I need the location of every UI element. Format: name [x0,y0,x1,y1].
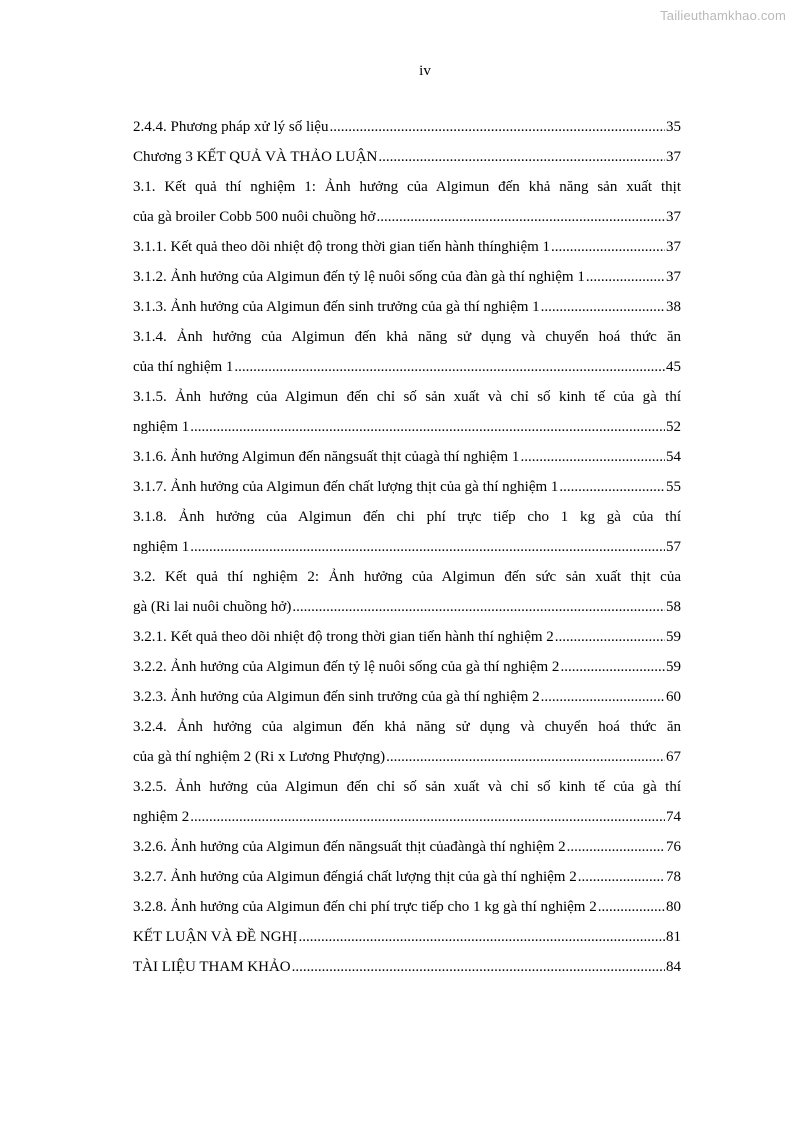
dot-leader [567,832,665,862]
toc-entry[interactable] [133,952,681,982]
toc-entry[interactable] [133,232,681,262]
dot-leader [190,802,665,832]
toc-entry-title: 3.1.3. Ảnh hưởng của Algimun đến sinh trưởng của gà thí nghiệm 1 [133,299,540,315]
toc-entry-page: 55 [666,479,681,495]
toc-entry-title: nghiệm 2 [133,809,190,825]
toc-entry-page: 67 [666,749,681,765]
dot-leader [298,922,665,952]
toc-entry[interactable] [133,892,681,922]
dot-leader [541,292,665,322]
toc-entry[interactable] [133,682,681,712]
dot-leader [292,592,665,622]
toc-entry-page: 37 [666,269,681,285]
toc-entry[interactable] [133,562,681,622]
dot-leader [378,142,665,172]
dot-leader [190,412,665,442]
toc-entry-title: 3.2.3. Ảnh hưởng của Algimun đến sinh trưởng của gà thí nghiệm 2 [133,689,540,705]
toc-entry[interactable] [133,262,681,292]
table-of-contents [133,112,681,982]
toc-entry-page: 45 [666,359,681,375]
toc-entry-title-line: 3.2.4. Ảnh hưởng của algimun đến khả năng sử dụng và chuyển hoá thức ăn [133,719,681,735]
toc-entry-page: 58 [666,599,681,615]
toc-entry[interactable] [133,652,681,682]
toc-entry[interactable] [133,172,681,232]
dot-leader [555,622,665,652]
toc-entry-title-line: 3.1.5. Ảnh hưởng của Algimun đến chỉ số sản xuất và chỉ số kinh tế của gà thí [133,389,681,405]
dot-leader [234,352,665,382]
toc-entry-page: 74 [666,809,681,825]
toc-entry-title: 3.1.6. Ảnh hưởng Algimun đến năngsuất thịt củagà thí nghiệm 1 [133,449,520,465]
toc-entry-page: 59 [666,629,681,645]
toc-entry-title: TÀI LIỆU THAM KHẢO [133,959,291,975]
toc-entry-page: 60 [666,689,681,705]
toc-entry-page: 84 [666,959,681,975]
toc-entry-title: 3.2.6. Ảnh hưởng của Algimun đến năngsuất thịt củađàngà thí nghiệm 2 [133,839,566,855]
dot-leader [376,202,665,232]
toc-entry-title: KẾT LUẬN VÀ ĐỀ NGHỊ [133,929,298,945]
page-number: iv [419,63,431,79]
toc-entry-title-line: 3.2. Kết quả thí nghiệm 2: Ảnh hưởng của Algimun đến sức sản xuất thịt của [133,569,681,585]
toc-entry-page: 54 [666,449,681,465]
toc-entry-title: 2.4.4. Phương pháp xử lý số liệu [133,119,329,135]
toc-entry-title: nghiệm 1 [133,419,190,435]
toc-entry[interactable] [133,292,681,322]
toc-entry-title-line: 3.1.4. Ảnh hưởng của Algimun đến khả năng sử dụng và chuyển hoá thức ăn [133,329,681,345]
toc-entry-title: 3.2.1. Kết quả theo dõi nhiệt độ trong thời gian tiến hành thí nghiệm 2 [133,629,554,645]
dot-leader [541,682,665,712]
dot-leader [292,952,665,982]
toc-entry-title: 3.1.1. Kết quả theo dõi nhiệt độ trong thời gian tiến hành thínghiệm 1 [133,239,551,255]
toc-entry[interactable] [133,712,681,772]
toc-entry[interactable] [133,322,681,382]
toc-entry-page: 57 [666,539,681,555]
dot-leader [329,112,665,142]
dot-leader [598,892,665,922]
toc-entry-page: 38 [666,299,681,315]
toc-entry-title: của gà thí nghiệm 2 (Ri x Lương Phượng) [133,749,386,765]
toc-entry-title: 3.1.7. Ảnh hưởng của Algimun đến chất lượng thịt của gà thí nghiệm 1 [133,479,559,495]
dot-leader [559,472,665,502]
toc-entry[interactable] [133,862,681,892]
dot-leader [578,862,665,892]
toc-entry-page: 78 [666,869,681,885]
toc-entry-title: của gà broiler Cobb 500 nuôi chuồng hở [133,209,376,225]
toc-entry[interactable] [133,112,681,142]
toc-entry-title: 3.2.7. Ảnh hưởng của Algimun đếngiá chất lượng thịt của gà thí nghiệm 2 [133,869,577,885]
toc-entry-title: 3.1.2. Ảnh hưởng của Algimun đến tỷ lệ nuôi sống của đàn gà thí nghiệm 1 [133,269,585,285]
toc-entry-title-line: 3.1. Kết quả thí nghiệm 1: Ảnh hưởng của Algimun đến khả năng sản xuất thịt [133,179,681,195]
dot-leader [551,232,665,262]
toc-entry-title-line: 3.1.8. Ảnh hưởng của Algimun đến chi phí trực tiếp cho 1 kg gà của thí [133,509,681,525]
toc-entry-page: 37 [666,209,681,225]
toc-entry[interactable] [133,382,681,442]
toc-entry[interactable] [133,472,681,502]
dot-leader [190,532,665,562]
toc-entry-page: 81 [666,929,681,945]
toc-entry-title-line: 3.2.5. Ảnh hưởng của Algimun đến chỉ số sản xuất và chỉ số kinh tế của gà thí [133,779,681,795]
toc-entry-page: 35 [666,119,681,135]
toc-entry[interactable] [133,772,681,832]
toc-entry-title: 3.2.8. Ảnh hưởng của Algimun đến chi phí trực tiếp cho 1 kg gà thí nghiệm 2 [133,899,597,915]
dot-leader [386,742,665,772]
toc-entry-title: của thí nghiệm 1 [133,359,234,375]
toc-entry-page: 59 [666,659,681,675]
toc-entry-page: 37 [666,239,681,255]
dot-leader [586,262,665,292]
toc-entry[interactable] [133,832,681,862]
dot-leader [560,652,665,682]
toc-entry[interactable] [133,622,681,652]
toc-entry-title: Chương 3 KẾT QUẢ VÀ THẢO LUẬN [133,149,378,165]
toc-entry[interactable] [133,502,681,562]
watermark: Tailieuthamkhao.com [660,8,786,23]
toc-entry-page: 76 [666,839,681,855]
toc-entry-title: 3.2.2. Ảnh hưởng của Algimun đến tỷ lệ nuôi sống của gà thí nghiệm 2 [133,659,560,675]
toc-entry-page: 37 [666,149,681,165]
toc-entry-page: 80 [666,899,681,915]
dot-leader [520,442,665,472]
toc-entry[interactable] [133,922,681,952]
toc-entry-title: nghiệm 1 [133,539,190,555]
toc-entry-title: gà (Ri lai nuôi chuồng hở) [133,599,292,615]
toc-entry[interactable] [133,142,681,172]
toc-entry-page: 52 [666,419,681,435]
toc-entry[interactable] [133,442,681,472]
